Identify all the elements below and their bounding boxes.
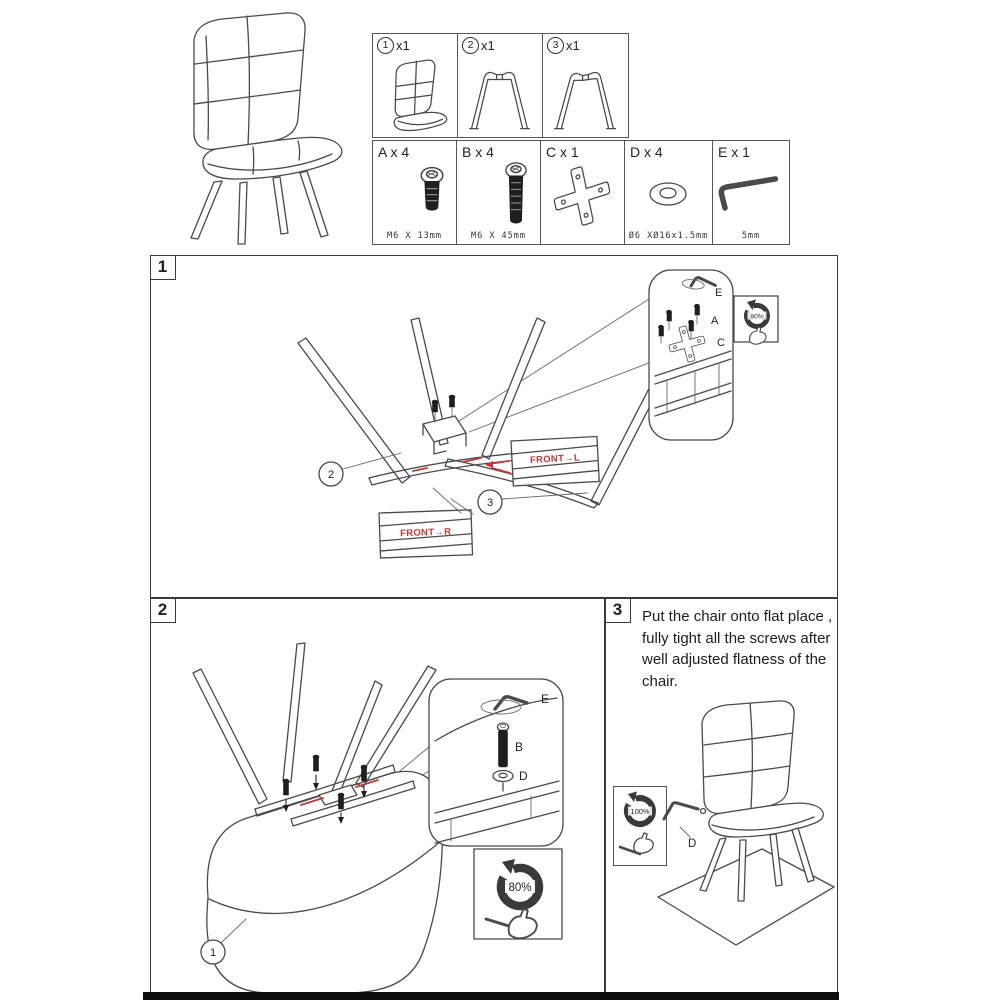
seat-part-icon: [373, 46, 456, 146]
hardware-label: B x 4: [462, 144, 494, 160]
callout-label-b: B: [515, 740, 524, 754]
hardware-label: A x 4: [378, 144, 410, 160]
hardware-label: C x 1: [546, 144, 579, 160]
assembled-chair-drawing: [148, 6, 353, 246]
step-3-number: 3: [605, 598, 631, 623]
hardware-c-cell: [541, 141, 625, 244]
part-circled-number: 2: [462, 37, 479, 54]
washer-d-label: D: [688, 838, 697, 850]
step-2-panel: [150, 598, 605, 995]
hardware-b-cell: [457, 141, 541, 244]
washer-icon: [625, 159, 711, 231]
step-1-drawing: [151, 256, 836, 596]
torque-80-box: [734, 296, 778, 344]
front-r-label: FRONT→R: [399, 526, 452, 540]
step-2-number: 2: [150, 598, 176, 623]
part-seat-cell: [373, 34, 458, 137]
callout-label-e: E: [715, 287, 723, 299]
part-frame2-cell: [458, 34, 543, 137]
part-qty: x1: [481, 38, 495, 53]
allen-key-e: [664, 803, 698, 819]
allen-key-icon: [713, 159, 787, 231]
hardware-spec: M6 X 45mm: [470, 231, 527, 241]
hardware-spec: M6 X 13mm: [386, 231, 443, 241]
front-l-sticker: [511, 436, 599, 485]
leg-frame-icon: [458, 42, 541, 142]
hardware-label: D x 4: [630, 144, 663, 160]
step-1-number: 1: [150, 255, 176, 280]
part-frame3-cell: [543, 34, 628, 137]
parts-list: [372, 33, 629, 138]
front-l-label: FRONT→L: [529, 452, 581, 467]
front-r-sticker: [379, 510, 473, 558]
torque-100-label: 100%: [630, 807, 650, 816]
part-2-ref: 2: [327, 469, 335, 481]
hardware-d-cell: [625, 141, 713, 244]
step-2-drawing: [151, 599, 603, 993]
hardware-a-cell: [373, 141, 457, 244]
hardware-spec: Ø6 XØ16x1.5mm: [628, 231, 709, 241]
torque-80-label: 80%: [508, 882, 532, 894]
part-3-ref: 3: [486, 497, 494, 509]
callout-label-a: A: [711, 315, 719, 327]
part-qty: x1: [396, 38, 410, 53]
cross-plate-icon: [541, 161, 623, 233]
leg-frame-icon: [543, 42, 626, 142]
step-3-panel: [605, 598, 838, 995]
sheet-bottom-rule: [143, 992, 839, 1000]
part-circled-number: 1: [377, 37, 394, 54]
step-1-panel: [150, 255, 838, 598]
callout-label-d: D: [519, 769, 528, 783]
callout-label-c: C: [717, 337, 725, 349]
torque-80-box: [474, 849, 562, 939]
callout-label-e: E: [541, 692, 550, 706]
part-label: [377, 37, 410, 54]
hardware-spec: 5mm: [741, 231, 761, 241]
step-3-instruction-text: Put the chair onto flat place , fully tight all the screws after well adjusted flatness of the chair.: [642, 608, 833, 690]
hardware-label: E x 1: [718, 144, 750, 160]
hardware-list: [372, 140, 790, 245]
part-1-ref: 1: [209, 947, 217, 959]
torque-80-label: 80%: [750, 313, 764, 321]
part-label: [462, 37, 495, 54]
part-circled-number: 3: [547, 37, 564, 54]
step-3-chair-drawing: [650, 695, 840, 953]
part-qty: x1: [566, 38, 580, 53]
hardware-e-cell: [713, 141, 789, 244]
part-label: [547, 37, 580, 54]
